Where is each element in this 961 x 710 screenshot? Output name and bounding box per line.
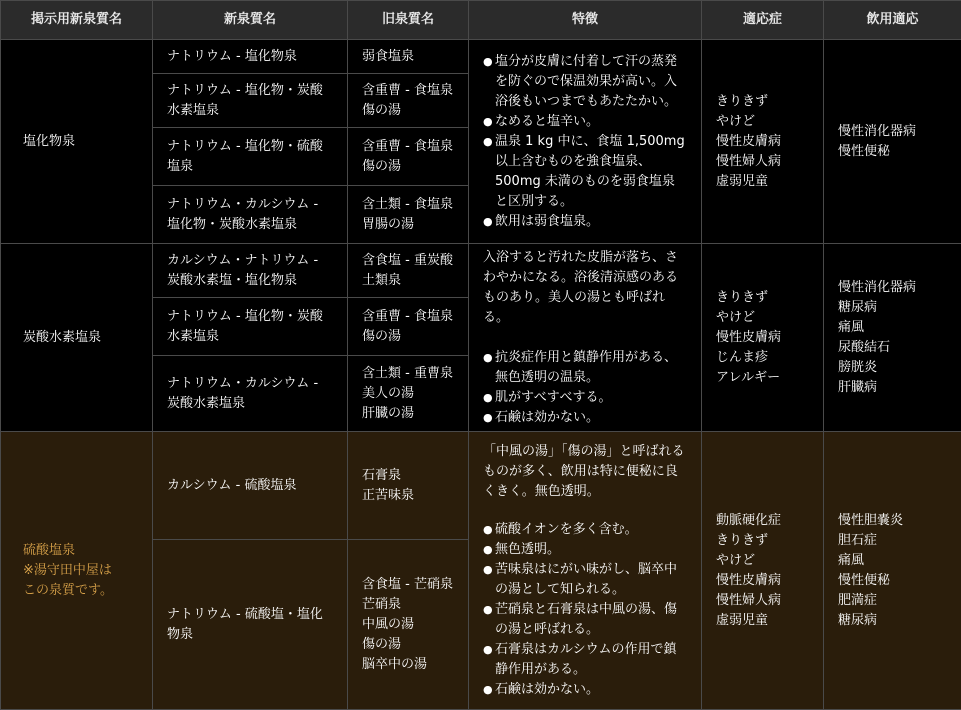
drinking-indications: 慢性消化器病 慢性便秘 [824, 40, 961, 244]
features [469, 432, 702, 710]
feature-item: ● 石鹸は効かない。 [483, 408, 687, 428]
feature-item: ● なめると塩辛い。 [483, 112, 687, 132]
table-row [1, 40, 961, 74]
header-cell: 飲用適応 [824, 1, 961, 40]
indications: 動脈硬化症 きりきず やけど 慢性皮膚病 慢性婦人病 虚弱児童 [702, 432, 824, 710]
feature-item: ● 硫酸イオンを多く含む。 [483, 520, 687, 540]
new-spring-name: カルシウム・ナトリウム - 炭酸水素塩・塩化物泉 [153, 244, 348, 298]
header-cell: 特徴 [469, 1, 702, 40]
feature-item: ● 塩分が皮膚に付着して汗の蒸発を防ぐので保温効果が高い。入浴後もいつまでもあたたかい。 [483, 52, 687, 112]
header-row [1, 1, 961, 40]
feature-intro: 入浴すると汚れた皮脂が落ち、さわやかになる。浴後清涼感のあるものあり。美人の湯とも呼ばれる。 [483, 249, 679, 325]
header-cell: 新泉質名 [153, 1, 348, 40]
old-spring-name: 含重曹 - 食塩泉 傷の湯 [348, 128, 469, 186]
feature-item: ● 石膏泉はカルシウムの作用で鎮静作用がある。 [483, 640, 687, 680]
old-spring-name: 含食塩 - 重炭酸 土類泉 [348, 244, 469, 298]
old-spring-name: 弱食塩泉 [348, 40, 469, 74]
old-spring-name: 含食塩 - 芒硝泉 芒硝泉 中風の湯 傷の湯 脳卒中の湯 [348, 540, 469, 710]
old-spring-name: 含土類 - 食塩泉 胃腸の湯 [348, 186, 469, 244]
feature-item: ● 石鹸は効かない。 [483, 680, 687, 700]
display-spring-name: 炭酸水素塩泉 [1, 244, 153, 432]
new-spring-name: ナトリウム・カルシウム - 炭酸水素塩泉 [153, 356, 348, 432]
table-row [1, 244, 961, 298]
header-cell: 適応症 [702, 1, 824, 40]
display-spring-name-highlighted: 硫酸塩泉 ※湯守田中屋は この泉質です。 [1, 432, 153, 710]
feature-item: ● 肌がすべすべする。 [483, 388, 687, 408]
feature-item: ● 無色透明。 [483, 540, 687, 560]
features [469, 244, 702, 432]
display-spring-name: 塩化物泉 [1, 40, 153, 244]
drinking-indications: 慢性消化器病 糖尿病 痛風 尿酸結石 膀胱炎 肝臓病 [824, 244, 961, 432]
feature-intro: 「中風の湯」「傷の湯」と呼ばれるものが多く、飲用は特に便秘に良くきく。無色透明。 [483, 443, 685, 499]
indications: きりきず やけど 慢性皮膚病 じんま疹 アレルギー [702, 244, 824, 432]
new-spring-name: ナトリウム - 塩化物泉 [153, 40, 348, 74]
old-spring-name: 含重曹 - 食塩泉 傷の湯 [348, 298, 469, 356]
feature-item: ● 苦味泉はにがい味がし、脳卒中の湯として知られる。 [483, 560, 687, 600]
old-spring-name: 含土類 - 重曹泉 美人の湯 肝臓の湯 [348, 356, 469, 432]
new-spring-name: ナトリウム - 塩化物・炭酸水素塩泉 [153, 298, 348, 356]
note: ※湯守田中屋は [23, 562, 112, 578]
old-spring-name: 石膏泉 正苦味泉 [348, 432, 469, 540]
new-spring-name: ナトリウム・カルシウム - 塩化物・炭酸水素塩泉 [153, 186, 348, 244]
new-spring-name: ナトリウム - 硫酸塩・塩化物泉 [153, 540, 348, 710]
new-spring-name: ナトリウム - 塩化物・炭酸水素塩泉 [153, 74, 348, 128]
new-spring-name: カルシウム - 硫酸塩泉 [153, 432, 348, 540]
header-cell: 旧泉質名 [348, 1, 469, 40]
feature-item: ● 温泉 1 kg 中に、食塩 1,500mg 以上含むものを強食塩泉、500mg 未満のものを弱食塩泉と区別する。 [483, 132, 687, 212]
drinking-indications: 慢性胆嚢炎 胆石症 痛風 慢性便秘 肥満症 糖尿病 [824, 432, 961, 710]
feature-item: ● 芒硝泉と石膏泉は中風の湯、傷の湯と呼ばれる。 [483, 600, 687, 640]
old-spring-name: 含重曹 - 食塩泉 傷の湯 [348, 74, 469, 128]
new-spring-name: ナトリウム - 塩化物・硫酸塩泉 [153, 128, 348, 186]
feature-item: ● 飲用は弱食塩泉。 [483, 212, 687, 232]
header-cell: 掲示用新泉質名 [1, 1, 153, 40]
table-row [1, 432, 961, 540]
indications: きりきず やけど 慢性皮膚病 慢性婦人病 虚弱児童 [702, 40, 824, 244]
feature-item: ● 抗炎症作用と鎮静作用がある、無色透明の温泉。 [483, 348, 687, 388]
note: この泉質です。 [23, 582, 113, 598]
features [469, 40, 702, 244]
